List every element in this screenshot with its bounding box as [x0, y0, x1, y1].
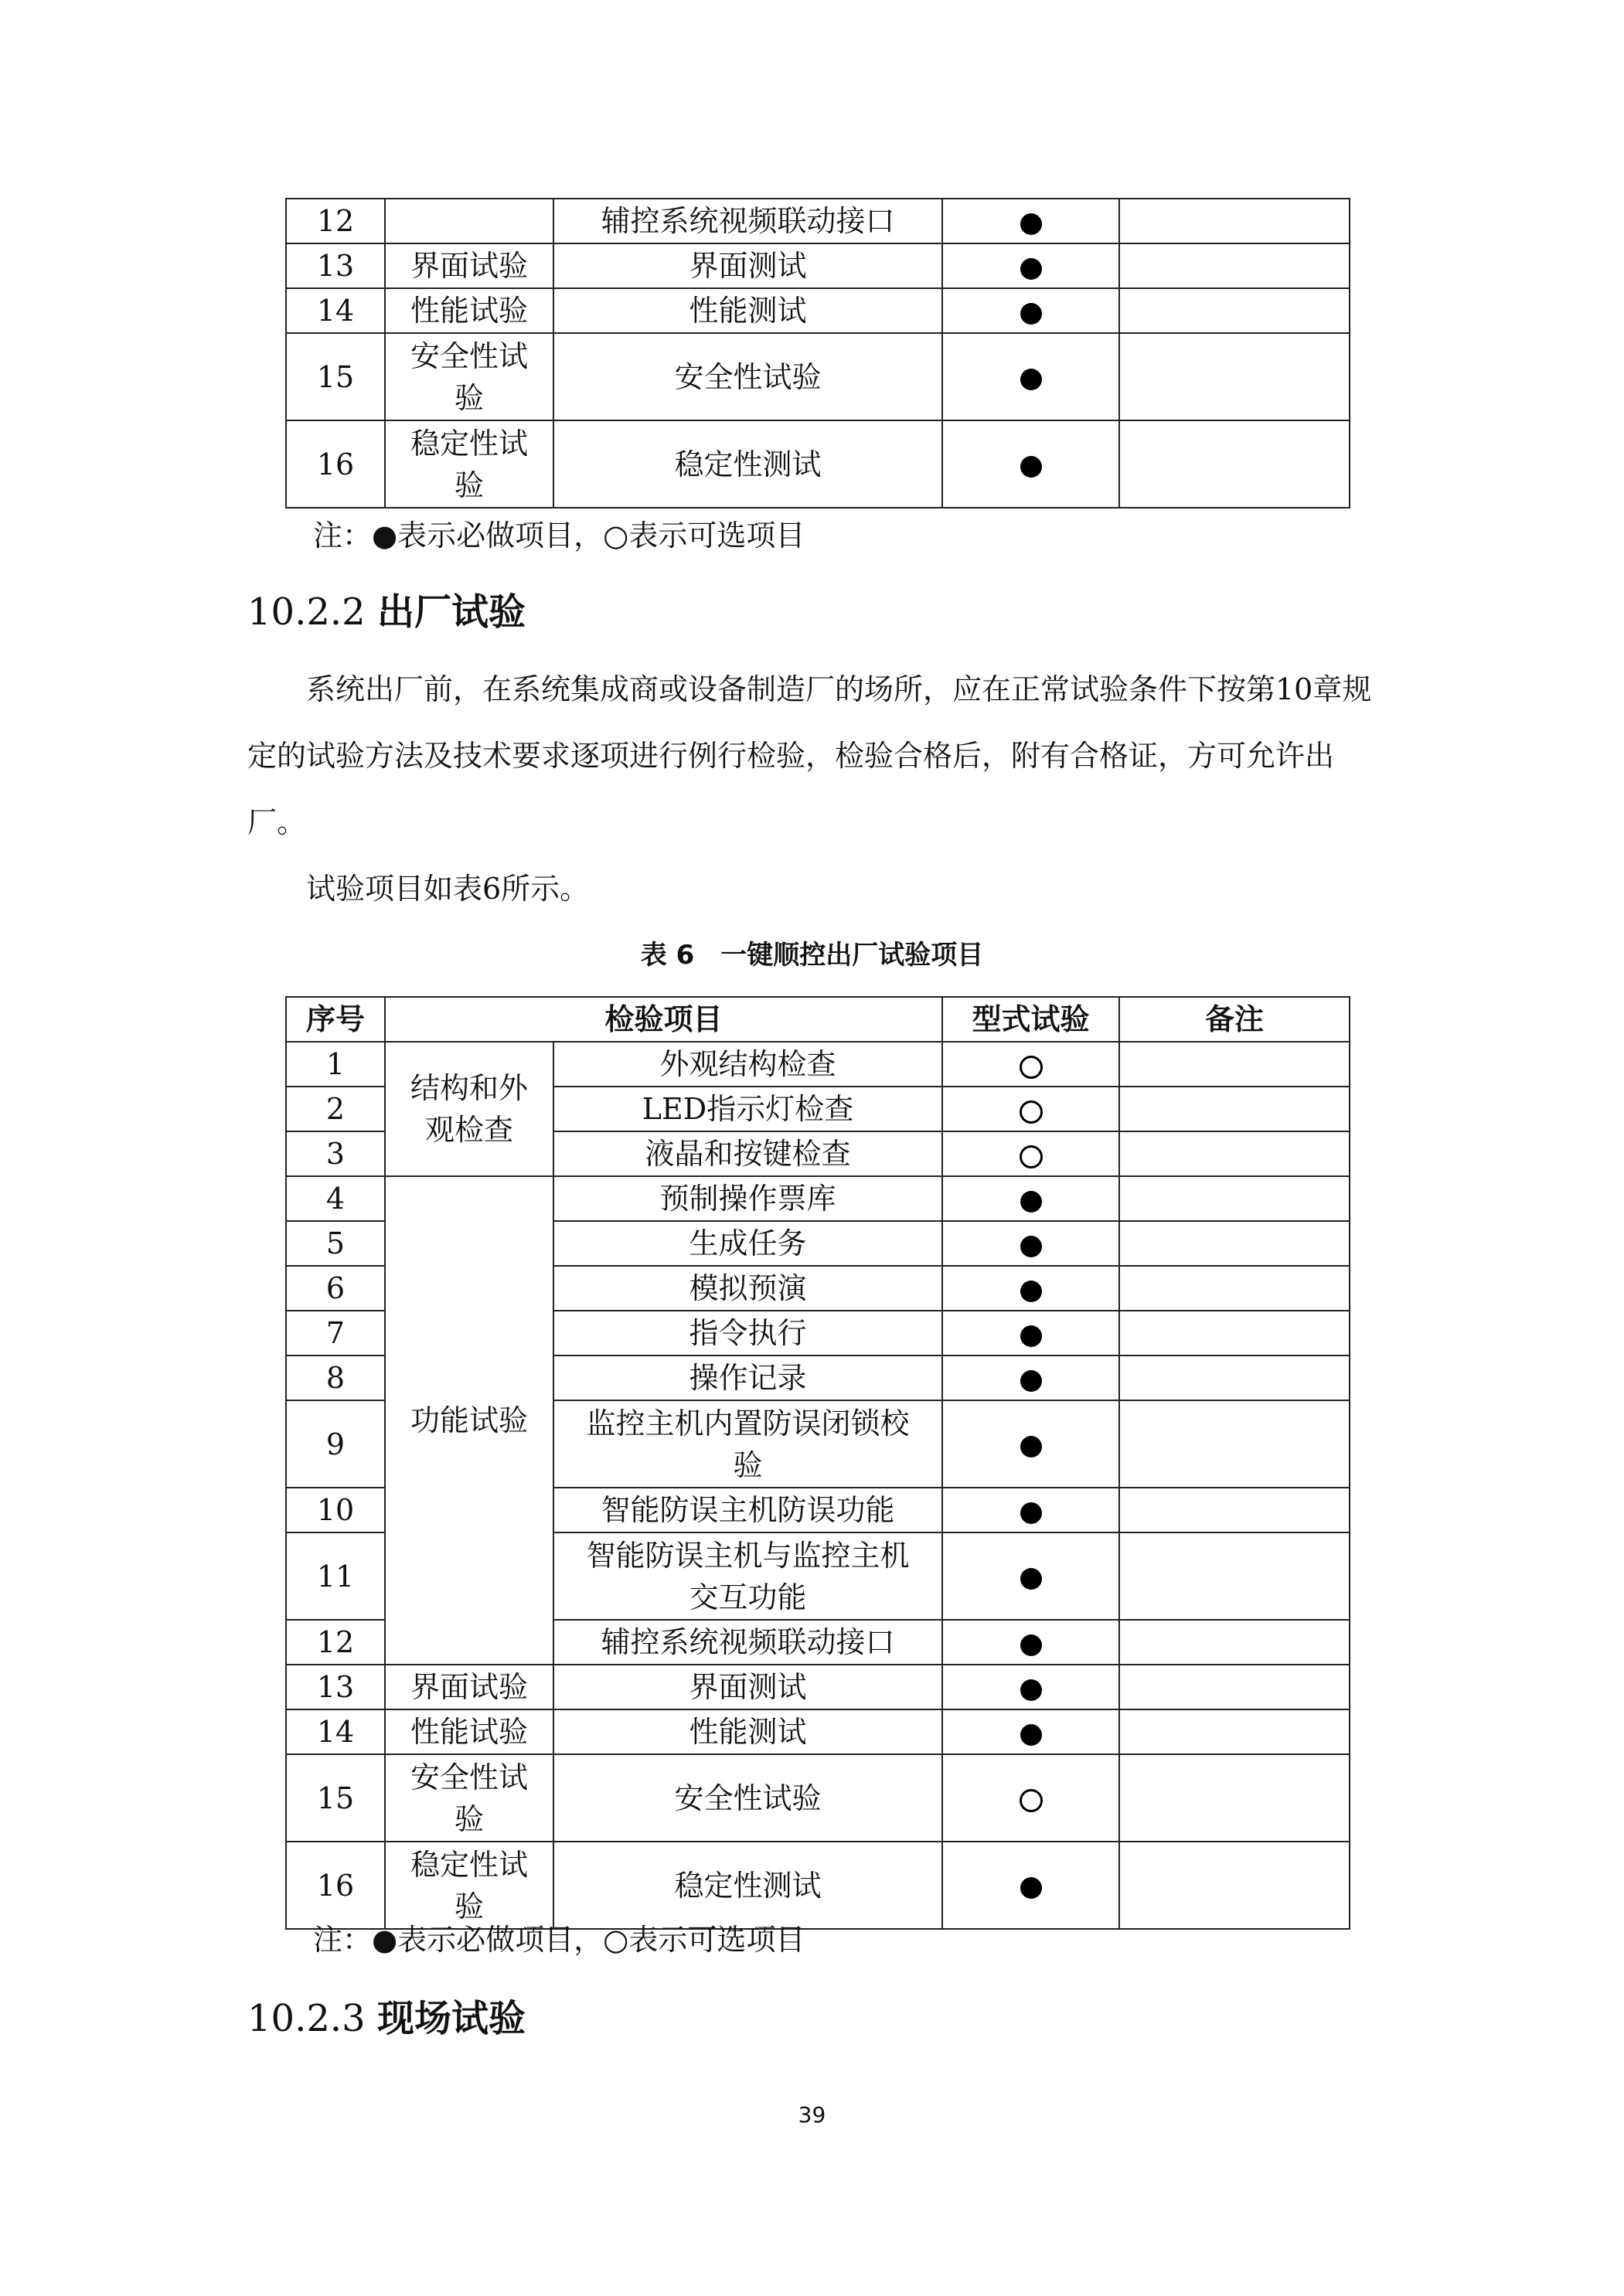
filled-circle-icon — [1020, 258, 1042, 280]
filled-circle-icon — [1020, 1568, 1042, 1590]
required-mark — [942, 1311, 1119, 1355]
row-number: 7 — [286, 1311, 385, 1355]
section-heading — [247, 589, 526, 635]
header-item: 检验项目 — [385, 997, 942, 1042]
table-6 — [285, 996, 1350, 1930]
page-number: 39 — [798, 2102, 826, 2128]
row-item: 生成任务 — [553, 1221, 942, 1266]
row-number: 11 — [286, 1532, 385, 1620]
filled-circle-icon — [1020, 1370, 1042, 1392]
optional-mark — [942, 1754, 1119, 1842]
row-category — [385, 199, 553, 243]
header-type-test: 型式试验 — [942, 997, 1119, 1042]
row-number: 4 — [286, 1176, 385, 1221]
filled-circle-icon — [1020, 1679, 1042, 1701]
table-caption: 表 6 一键顺控出厂试验项目 — [640, 940, 984, 971]
row-category: 界面试验 — [385, 243, 553, 288]
row-category: 安全性试验 — [385, 333, 553, 420]
row-number: 10 — [286, 1488, 385, 1532]
table-row — [286, 1754, 1350, 1842]
row-number: 14 — [286, 1709, 385, 1754]
section-title: 现场试验 — [376, 1997, 526, 2040]
row-number: 15 — [286, 333, 385, 420]
section-number: 10.2.3 — [247, 1997, 366, 2040]
header-number: 序号 — [286, 997, 385, 1042]
row-category: 稳定性试验 — [385, 420, 553, 508]
optional-mark — [942, 1131, 1119, 1176]
group-interface: 界面试验 — [385, 1665, 553, 1709]
hollow-circle-icon — [1020, 1789, 1043, 1812]
row-number: 12 — [286, 1620, 385, 1665]
row-remark — [1119, 1665, 1350, 1709]
section-number: 10.2.2 — [247, 590, 366, 634]
row-item: 界面测试 — [553, 243, 942, 288]
row-remark — [1119, 1488, 1350, 1532]
hollow-circle-icon — [1020, 1100, 1043, 1124]
filled-circle-icon — [1020, 369, 1042, 390]
row-number: 13 — [286, 1665, 385, 1709]
section-title: 出厂试验 — [376, 590, 526, 634]
required-mark — [942, 1355, 1119, 1400]
filled-circle-icon — [1020, 1236, 1042, 1257]
row-item: 液晶和按键检查 — [553, 1131, 942, 1176]
row-number: 16 — [286, 420, 385, 508]
table-row — [286, 1042, 1350, 1087]
body-paragraph: 试验项目如表6所示。 — [306, 872, 590, 906]
row-remark — [1119, 1754, 1350, 1842]
row-item: 辅控系统视频联动接口 — [553, 199, 942, 243]
table-row — [286, 1709, 1350, 1754]
row-item: 稳定性测试 — [553, 1842, 942, 1929]
header-remark: 备注 — [1119, 997, 1350, 1042]
required-mark — [942, 1400, 1119, 1488]
table-top-continuation — [285, 198, 1350, 509]
row-remark — [1119, 1709, 1350, 1754]
group-stability: 稳定性试验 — [385, 1842, 553, 1929]
row-item: 监控主机内置防误闭锁校验 — [553, 1400, 942, 1488]
filled-circle-icon — [1020, 1325, 1042, 1347]
row-number: 5 — [286, 1221, 385, 1266]
required-mark — [942, 420, 1119, 508]
group-performance: 性能试验 — [385, 1709, 553, 1754]
row-item: 模拟预演 — [553, 1266, 942, 1311]
required-mark — [942, 1842, 1119, 1929]
row-remark — [1119, 1532, 1350, 1620]
row-number: 14 — [286, 288, 385, 333]
row-item: 智能防误主机防误功能 — [553, 1488, 942, 1532]
section-heading — [247, 1995, 526, 2042]
row-number: 6 — [286, 1266, 385, 1311]
required-mark — [942, 1665, 1119, 1709]
row-remark — [1119, 1620, 1350, 1665]
optional-mark — [942, 1042, 1119, 1087]
row-number: 3 — [286, 1131, 385, 1176]
row-remark — [1119, 1400, 1350, 1488]
table-row — [286, 333, 1350, 420]
table-row — [286, 199, 1350, 243]
table-row — [286, 420, 1350, 508]
row-category: 性能试验 — [385, 288, 553, 333]
table-row — [286, 1842, 1350, 1929]
row-item: 指令执行 — [553, 1311, 942, 1355]
row-remark — [1119, 1355, 1350, 1400]
row-remark — [1119, 1087, 1350, 1131]
optional-mark — [942, 1087, 1119, 1131]
required-mark — [942, 1221, 1119, 1266]
row-number: 9 — [286, 1400, 385, 1488]
filled-circle-icon — [1020, 1724, 1042, 1746]
row-remark — [1119, 420, 1350, 508]
group-appearance: 结构和外观检查 — [385, 1042, 553, 1176]
required-mark — [942, 243, 1119, 288]
required-mark — [942, 1488, 1119, 1532]
filled-circle-icon — [1020, 1877, 1042, 1899]
row-item: 性能测试 — [553, 1709, 942, 1754]
table-row — [286, 1665, 1350, 1709]
body-paragraph: 系统出厂前，在系统集成商或设备制造厂的场所，应在正常试验条件下按第10章规定的试验方法及技术要求逐项进行例行检验，检验合格后，附有合格证，方可允许出厂。 — [247, 672, 1372, 839]
row-remark — [1119, 1842, 1350, 1929]
row-number: 15 — [286, 1754, 385, 1842]
table-row — [286, 288, 1350, 333]
row-remark — [1119, 243, 1350, 288]
row-number: 13 — [286, 243, 385, 288]
required-mark — [942, 1709, 1119, 1754]
row-item: 性能测试 — [553, 288, 942, 333]
filled-circle-icon — [1020, 1281, 1042, 1302]
table-row — [286, 1176, 1350, 1221]
row-number: 12 — [286, 199, 385, 243]
row-item: LED指示灯检查 — [553, 1087, 942, 1131]
filled-circle-icon — [1020, 1191, 1042, 1213]
required-mark — [942, 1532, 1119, 1620]
hollow-circle-icon — [1020, 1145, 1043, 1168]
row-remark — [1119, 1176, 1350, 1221]
row-item: 外观结构检查 — [553, 1042, 942, 1087]
row-item: 安全性试验 — [553, 1754, 942, 1842]
group-security: 安全性试验 — [385, 1754, 553, 1842]
required-mark — [942, 1266, 1119, 1311]
row-number: 1 — [286, 1042, 385, 1087]
table-note: 注：●表示必做项目，○表示可选项目 — [313, 519, 805, 553]
row-remark — [1119, 1266, 1350, 1311]
filled-circle-icon — [1020, 1502, 1042, 1524]
row-item: 智能防误主机与监控主机交互功能 — [553, 1532, 942, 1620]
row-item: 稳定性测试 — [553, 420, 942, 508]
table-note: 注：●表示必做项目，○表示可选项目 — [313, 1923, 805, 1957]
row-number: 16 — [286, 1842, 385, 1929]
required-mark — [942, 288, 1119, 333]
filled-circle-icon — [1020, 1634, 1042, 1656]
row-remark — [1119, 1311, 1350, 1355]
row-item: 预制操作票库 — [553, 1176, 942, 1221]
row-item: 操作记录 — [553, 1355, 942, 1400]
filled-circle-icon — [1020, 213, 1042, 235]
row-item: 界面测试 — [553, 1665, 942, 1709]
table-row — [286, 243, 1350, 288]
filled-circle-icon — [1020, 456, 1042, 478]
row-item: 安全性试验 — [553, 333, 942, 420]
row-item: 辅控系统视频联动接口 — [553, 1620, 942, 1665]
filled-circle-icon — [1020, 303, 1042, 325]
row-number: 8 — [286, 1355, 385, 1400]
filled-circle-icon — [1020, 1436, 1042, 1458]
row-remark — [1119, 1221, 1350, 1266]
group-function: 功能试验 — [385, 1176, 553, 1665]
row-remark — [1119, 199, 1350, 243]
required-mark — [942, 333, 1119, 420]
row-remark — [1119, 1131, 1350, 1176]
row-remark — [1119, 333, 1350, 420]
hollow-circle-icon — [1020, 1056, 1043, 1079]
required-mark — [942, 1620, 1119, 1665]
table-header-row — [286, 997, 1350, 1042]
required-mark — [942, 199, 1119, 243]
row-number: 2 — [286, 1087, 385, 1131]
row-remark — [1119, 288, 1350, 333]
row-remark — [1119, 1042, 1350, 1087]
required-mark — [942, 1176, 1119, 1221]
